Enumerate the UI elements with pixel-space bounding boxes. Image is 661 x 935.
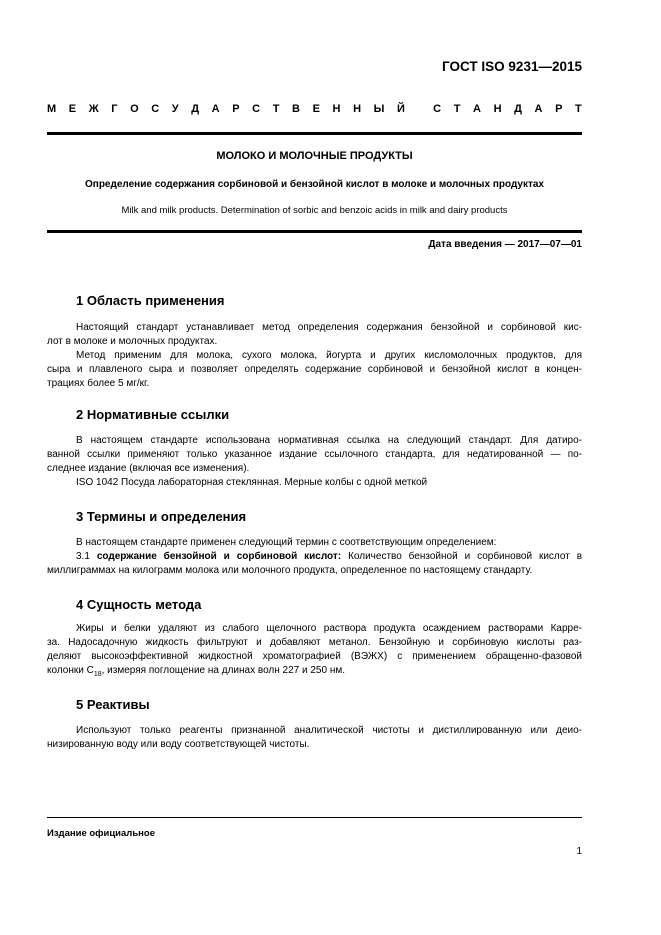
text-line: В настоящем стандарте использована нормативная ссылка на следующий стандарт. Для датиро- [76, 435, 582, 446]
banner-letter: Н [332, 103, 341, 115]
banner-letter: Й [396, 103, 405, 115]
banner-letter: Т [272, 103, 280, 115]
banner-letter: Т [575, 103, 582, 115]
banner-gap [417, 103, 420, 115]
introduction-date: Дата введения — 2017—07—01 [428, 239, 582, 250]
section-4-heading: 4 Сущность метода [76, 597, 202, 612]
section-2-text [47, 434, 582, 490]
text-line: Жиры и белки удаляют из слабого щелочного раствора продукта осаждением растворами Карре- [76, 623, 582, 634]
banner-letter: Ы [373, 103, 385, 115]
interstate-standard-banner [47, 103, 582, 115]
banner-letter: Е [68, 103, 77, 115]
text-line: сыра и плавленого сыра и позволяет определять содержание сорбиновой и бензойной кислот в концен- [47, 364, 582, 375]
text-line: следнее издание (включая все изменения). [47, 463, 250, 474]
banner-letter: Ж [88, 103, 99, 115]
title-subtitle: Определение содержания сорбиновой и бензойной кислот в молоке и молочных продуктах [85, 179, 544, 190]
banner-letter: В [292, 103, 300, 115]
text-line: Настоящий стандарт устанавливает метод определения содержания бензойной и сорбиновой кис- [76, 322, 582, 333]
banner-letter: Т [453, 103, 461, 115]
banner-letter: Г [111, 103, 118, 115]
text-line: деляют высокоэффективной жидкостной хроматографией (ВЭЖХ) с применением обращенно-фазовой [47, 651, 582, 662]
banner-letter: С [433, 103, 442, 115]
text-line: колонки $С_{18}$, измеряя поглощение на длинах волн 227 и 250 нм. [47, 665, 346, 678]
banner-letter: А [473, 103, 481, 115]
section-5-text [47, 724, 582, 752]
banner-letter: М [47, 103, 57, 115]
document-number: ГОСТ ISO 9231—2015 [442, 59, 582, 74]
page-number: 1 [576, 846, 582, 857]
term-number: 3.1 [76, 551, 90, 562]
text-line: В настоящем стандарте применен следующий термин с соответствующим определением: [76, 537, 497, 548]
banner-letter: Р [232, 103, 240, 115]
footer-rule [47, 817, 582, 818]
text-line: миллиграммах на килограмм молока или молочного продукта, определенное по настоящему стандарту. [47, 565, 533, 576]
banner-letter: О [130, 103, 139, 115]
header-rule [47, 132, 582, 135]
banner-letter: У [171, 103, 179, 115]
text-line: Используют только реагенты признанной аналитической чистоты и дистиллированную или деио- [76, 725, 582, 736]
banner-letter: С [151, 103, 160, 115]
section-4-text [47, 622, 582, 682]
text-line: ISO 1042 Посуда лабораторная стеклянная. Мерные колбы с одной меткой [76, 477, 428, 488]
section-1-text [47, 321, 582, 391]
text-line: трациях более 5 мг/кг. [47, 378, 150, 389]
banner-letter: А [534, 103, 543, 115]
banner-letter: Н [353, 103, 362, 115]
title-english: Milk and milk products. Determination of sorbic and benzoic acids in milk and dairy products [121, 205, 508, 216]
text-line: низированную воду или воду соответствующей чистоты. [47, 739, 310, 750]
title-rule [47, 230, 582, 233]
section-3-heading: 3 Термины и определения [76, 509, 247, 524]
section-3-text [47, 536, 582, 578]
banner-letter: Н [493, 103, 502, 115]
official-edition-label: Издание официальное [47, 828, 155, 839]
term: содержание бензойной и сорбиновой кислот: [96, 551, 342, 562]
section-2-heading: 2 Нормативные ссылки [76, 407, 230, 422]
banner-letter: С [252, 103, 261, 115]
definition: Количество бензойной и сорбиновой кислот в [348, 551, 583, 562]
text-line: лот в молоке и молочных продуктах. [47, 336, 218, 347]
text-line: за. Надосадочную жидкость фильтруют и добавляют метанол. Бензойную и сорбиновую кислоты раз- [47, 637, 582, 648]
banner-letter: Д [191, 103, 200, 115]
banner-letter: А [211, 103, 220, 115]
term-definition-line [47, 550, 582, 564]
banner-letter: Р [555, 103, 563, 115]
banner-letter: Е [312, 103, 320, 115]
text-line: Метод применим для молока, сухого молока, йогурта и других кисломолочных продуктов, для [76, 350, 582, 361]
text-line: ванной ссылки применяют только указанное издание ссылочного стандарта, для недатированной — по- [47, 449, 582, 460]
section-1-heading: 1 Область применения [76, 293, 225, 308]
section-5-heading: 5 Реактивы [76, 697, 150, 712]
banner-letter: Д [514, 103, 522, 115]
title-main: МОЛОКО И МОЛОЧНЫЕ ПРОДУКТЫ [216, 150, 413, 162]
